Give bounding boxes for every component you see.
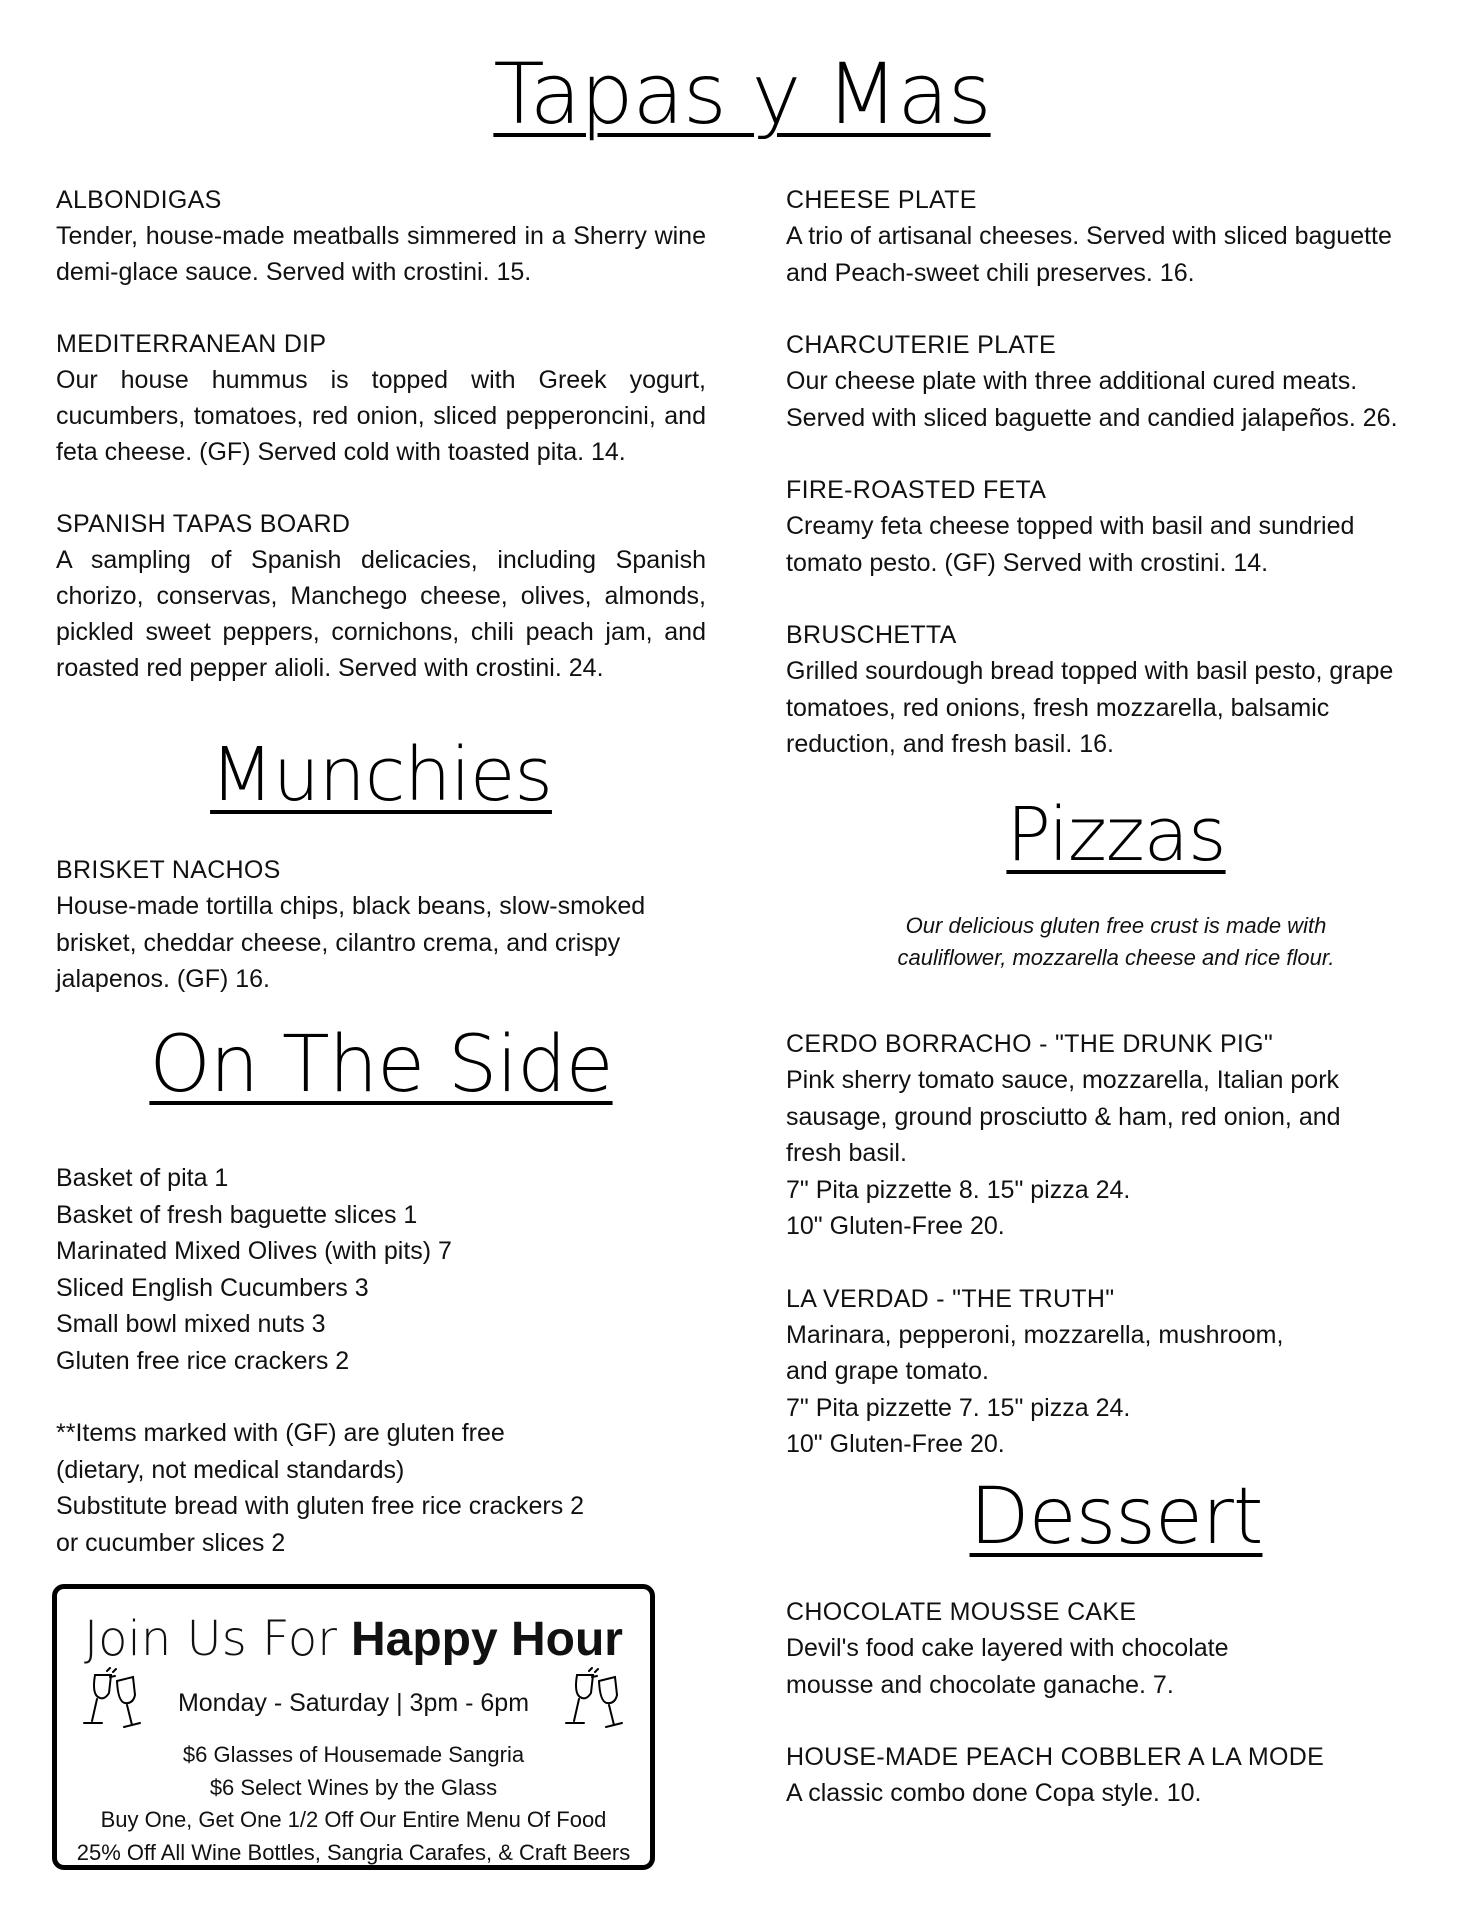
item-description-line: tomato pesto. (GF) Served with crostini. 14.	[786, 548, 1269, 577]
side-section	[56, 1160, 706, 1561]
gluten-free-note: or cucumber slices 2	[56, 1528, 286, 1557]
gluten-free-note: **Items marked with (GF) are gluten free	[56, 1419, 505, 1447]
item-price-line: 7" Pita pizzette 8. 15" pizza 24.	[786, 1175, 1131, 1204]
item-description-line: mousse and chocolate ganache. 7.	[786, 1670, 1174, 1699]
pizza-note-line: cauliflower, mozzarella cheese and rice flour.	[897, 945, 1335, 970]
item-description-line: Grilled sourdough bread topped with basil pesto, grape	[786, 657, 1394, 685]
side-item: Marinated Mixed Olives (with pits) 7	[56, 1237, 452, 1265]
item-description-line: Creamy feta cheese topped with basil and sundried	[786, 512, 1355, 540]
item-description: Our house hummus is topped with Greek yogurt, cucumbers, tomatoes, red onion, sliced pepperoncini, and feta cheese. (GF) Served cold with toasted pita. 14.	[56, 366, 706, 466]
item-description-line: House-made tortilla chips, black beans, slow-smoked	[56, 892, 646, 920]
tapas-right-column	[786, 182, 1446, 763]
dessert-list	[786, 1594, 1446, 1812]
item-description-line: brisket, cheddar cheese, cilantro crema, and crispy	[56, 928, 621, 957]
side-item: Sliced English Cucumbers 3	[56, 1273, 369, 1302]
on-the-side-heading: On The Side	[149, 1020, 613, 1110]
item-description-line: A classic combo done Copa style. 10.	[786, 1779, 1202, 1807]
item-description-line: reduction, and fresh basil. 16.	[786, 730, 1114, 758]
dessert-heading: Dessert	[969, 1472, 1263, 1562]
item-description: A sampling of Spanish delicacies, including Spanish chorizo, conservas, Manchego cheese, olives, almonds, pickled sweet peppers, cornichons, chili peach jam, and roasted red pepper alioli. Served with crostini. 24.	[56, 546, 706, 682]
menu-item	[786, 1281, 1446, 1463]
happy-hour-days: Monday - Saturday | 3pm - 6pm	[177, 1689, 530, 1717]
item-description-line: Our cheese plate with three additional cured meats.	[786, 367, 1358, 395]
join-us-text: Join Us For	[84, 1611, 337, 1667]
happy-hour-special: $6 Glasses of Housemade Sangria	[182, 1742, 525, 1767]
gluten-free-note: (dietary, not medical standards)	[56, 1455, 405, 1484]
side-item: Small bowl mixed nuts 3	[56, 1310, 326, 1338]
item-name: HOUSE-MADE PEACH COBBLER A LA MODE	[786, 1743, 1325, 1771]
menu-item	[786, 617, 1446, 763]
item-name: FIRE-ROASTED FETA	[786, 476, 1047, 504]
item-price-line: 7" Pita pizzette 7. 15" pizza 24.	[786, 1393, 1131, 1422]
pizzas-heading: Pizzas	[1006, 792, 1226, 878]
item-description-line: tomatoes, red onions, fresh mozzarella, balsamic	[786, 693, 1330, 722]
item-name: CHOCOLATE MOUSSE CAKE	[786, 1598, 1137, 1626]
page-title: Tapas y Mas	[493, 45, 991, 143]
item-name: ALBONDIGAS	[56, 186, 222, 214]
menu-item	[786, 1739, 1446, 1812]
item-description-line: Served with sliced baguette and candied jalapeños. 26.	[786, 403, 1398, 432]
munchies-section	[56, 852, 706, 998]
menu-item	[786, 472, 1446, 581]
happy-hour-heading	[57, 1611, 650, 1667]
gluten-free-note: Substitute bread with gluten free rice crackers 2	[56, 1492, 585, 1520]
menu-item	[56, 326, 706, 470]
happy-hour-special: $6 Select Wines by the Glass	[209, 1774, 498, 1800]
item-name: MEDITERRANEAN DIP	[56, 330, 327, 358]
item-name: SPANISH TAPAS BOARD	[56, 510, 351, 538]
item-description-line: A trio of artisanal cheeses. Served with sliced baguette	[786, 222, 1392, 250]
item-price-line: 10" Gluten-Free 20.	[786, 1212, 1005, 1240]
side-item: Gluten free rice crackers 2	[56, 1346, 350, 1375]
item-description-line: sausage, ground prosciutto & ham, red onion, and	[786, 1102, 1341, 1131]
item-description-line: and grape tomato.	[786, 1357, 989, 1385]
menu-item	[786, 1026, 1446, 1245]
item-name: BRISKET NACHOS	[56, 856, 281, 884]
item-description-line: Marinara, pepperoni, mozzarella, mushroom,	[786, 1320, 1284, 1349]
pizza-note-line: Our delicious gluten free crust is made with	[905, 913, 1327, 938]
item-name: BRUSCHETTA	[786, 621, 957, 649]
pizza-note	[786, 910, 1446, 974]
tapas-left-column	[56, 182, 706, 686]
item-description-line: Devil's food cake layered with chocolate	[786, 1634, 1229, 1662]
item-name: CHEESE PLATE	[786, 186, 977, 214]
happy-hour-special: Buy One, Get One 1/2 Off Our Entire Menu Of Food	[100, 1807, 607, 1832]
item-description-line: Pink sherry tomato sauce, mozzarella, Italian pork	[786, 1066, 1340, 1094]
happy-hour-title: Happy Hour	[350, 1613, 623, 1666]
item-description-line: and Peach-sweet chili preserves. 16.	[786, 258, 1195, 287]
menu-item	[786, 1594, 1446, 1703]
happy-hour-special: 25% Off All Wine Bottles, Sangria Carafes, & Craft Beers	[76, 1839, 631, 1865]
pizza-list	[786, 1026, 1446, 1463]
item-name: CERDO BORRACHO - "THE DRUNK PIG"	[786, 1030, 1274, 1058]
menu-item	[786, 182, 1446, 291]
menu-item	[786, 327, 1446, 436]
munchies-heading: Munchies	[210, 732, 552, 818]
side-item: Basket of pita 1	[56, 1164, 229, 1192]
item-description-line: jalapenos. (GF) 16.	[56, 965, 270, 993]
happy-hour-specials	[57, 1739, 650, 1869]
item-name: LA VERDAD - "THE TRUTH"	[786, 1284, 1115, 1313]
item-price-line: 10" Gluten-Free 20.	[786, 1430, 1005, 1458]
menu-item	[56, 182, 706, 290]
happy-hour-box	[52, 1584, 655, 1870]
menu-item	[56, 506, 706, 686]
item-name: CHARCUTERIE PLATE	[786, 331, 1056, 359]
item-description: Tender, house-made meatballs simmered in a Sherry wine demi-glace sauce. Served with crostini. 15.	[56, 222, 706, 286]
item-description-line: fresh basil.	[786, 1139, 907, 1167]
side-item: Basket of fresh baguette slices 1	[56, 1200, 418, 1229]
